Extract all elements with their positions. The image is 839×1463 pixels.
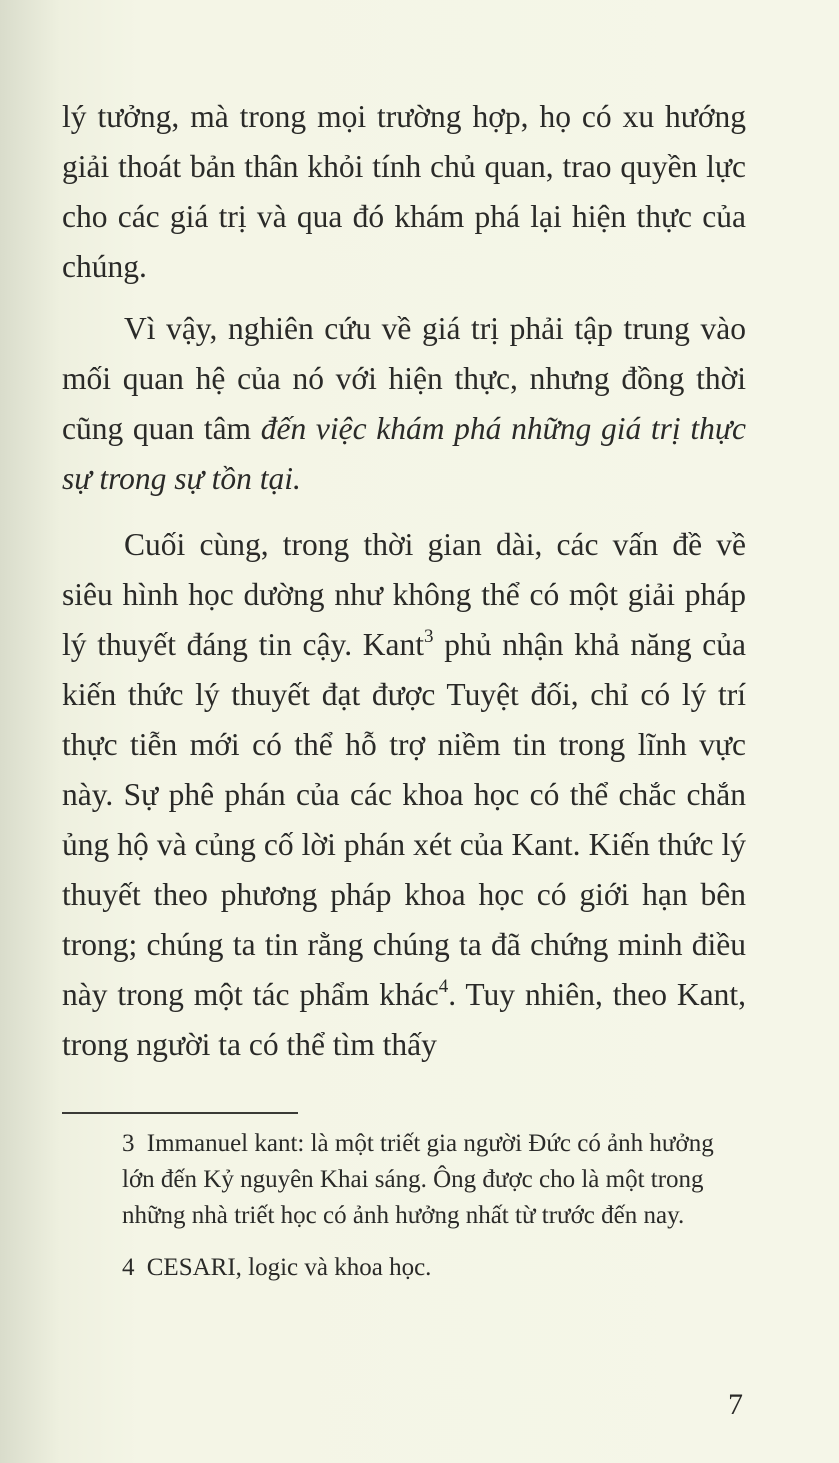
footnote-number: 4 (122, 1254, 135, 1281)
body-text (62, 92, 746, 1082)
footnote-4 (122, 1250, 742, 1286)
page-number: 7 (728, 1388, 743, 1421)
paragraph-3 (62, 520, 746, 1070)
footnote-3 (122, 1126, 742, 1234)
paragraph-3-text-a: Cuối cùng, trong thời gian dài, các vấn đề về siêu hình học dường như không thể có một giải pháp lý thuyết đáng tin cậy. Kant (62, 527, 746, 662)
paragraph-3-text-b: phủ nhận khả năng của kiến thức lý thuyết đạt được Tuyệt đối, chỉ có lý trí thực tiễn mới có thể hỗ trợ niềm tin trong lĩnh vực này. Sự phê phán của các khoa học có thể chắc chắn ủng hộ và củng cố lời phán xét của Kant. Kiến thức lý thuyết theo phương pháp khoa học có giới hạn bên trong; chúng ta tin rằng chúng ta đã chứng minh điều này trong một tác phẩm khác (62, 627, 746, 1012)
paragraph-2-text: Vì vậy, nghiên cứu về giá trị phải tập trung vào mối quan hệ của nó với hiện thực, nhưng đồng thời cũng quan tâm (62, 311, 746, 446)
footnote-text: CESARI, logic và khoa học. (146, 1254, 432, 1281)
paragraph-1: lý tưởng, mà trong mọi trường hợp, họ có xu hướng giải thoát bản thân khỏi tính chủ quan, trao quyền lực cho các giá trị và qua đó khám phá lại hiện thực của chúng. (62, 99, 746, 284)
footnote-number: 3 (122, 1130, 135, 1157)
paragraph-2-italic: đến việc khám phá những giá trị thực sự trong sự tồn tại. (62, 411, 746, 496)
footnote-ref-3: 3 (424, 626, 434, 647)
footnotes (122, 1126, 742, 1302)
paragraph-2 (62, 304, 746, 504)
footnote-ref-4: 4 (438, 976, 449, 997)
paragraph-3-text-c: . Tuy nhiên, theo Kant, trong người ta có thể tìm thấy (62, 977, 746, 1062)
footnote-divider (62, 1112, 298, 1114)
footnote-text: Immanuel kant: là một triết gia người Đức có ảnh hưởng lớn đến Kỷ nguyên Khai sáng. Ông được cho là một trong những nhà triết học có ảnh hưởng nhất từ trước đến nay. (122, 1130, 714, 1229)
